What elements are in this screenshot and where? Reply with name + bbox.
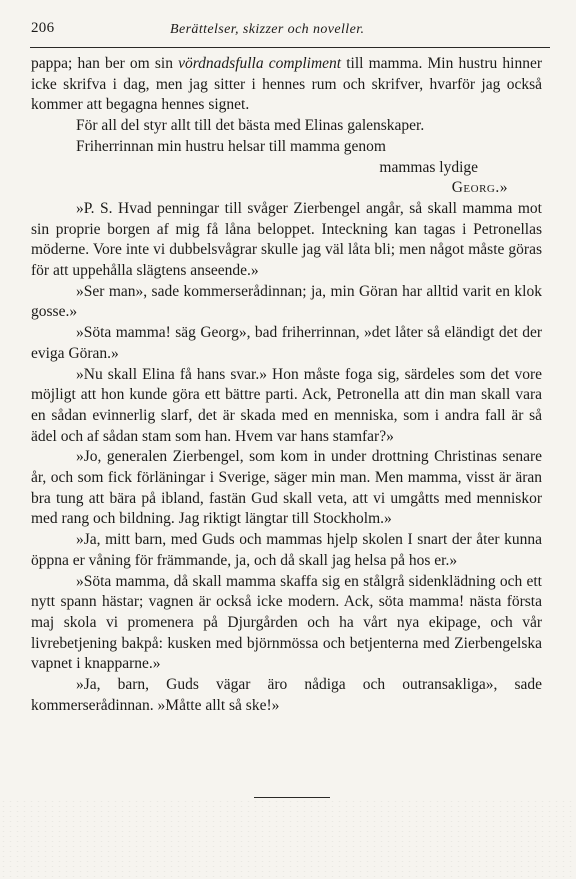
paragraph: »P. S. Hvad penningar till svåger Zierbengel angår, så skall mamma mot sin proprie borgen af mig få låna beloppet. Inteckning kan tagas i Petronellas möderne. Vore inte vi dubbelsvågrar skulle jag väl låta bli; men något måste göras för att uppehålla slägtens anseende.» xyxy=(31,199,542,280)
page-number: 206 xyxy=(31,20,55,36)
paper-texture xyxy=(0,799,576,879)
letter-text: pappa; han ber om sin xyxy=(31,55,179,72)
letter-emphasis: vördnadsfulla compliment xyxy=(178,55,342,72)
paragraph: »Söta mamma, då skall mamma skaffa sig en stålgrå sidenklädning och ett nytt spann hästar; vagnen är också icke modern. Ack, söta mamma! nästa första maj skola vi promenera på Djurgården och ha vårt nya ekipage, och vår livrebetjening bakpå: kusken med björnmössa och betjenterna med Zierbengelska vapnet i knapparne.» xyxy=(31,572,542,673)
letter-text-continued: till mamma. Min hustru hinner icke skrifva i dag, men jag sitter i hennes rum och skrifver, hvarför jag också kommer att begagna hennes signet. xyxy=(31,55,542,114)
paragraph: »Nu skall Elina få hans svar.» Hon måste foga sig, särdeles som det vore möjligt att hon kunde göra ett bättre parti. Ack, Petronella att din man skall vara en sådan evinnerlig slarf, det är skada med en menniska, som i andra fall är så ädel och af sådan stam som han. Hvem var hans stamfar?» xyxy=(31,365,542,445)
letter-paragraph-3: Friherrinnan min hustru helsar till mamma genom xyxy=(76,137,386,155)
paragraph: »Ja, mitt barn, med Guds och mammas hjelp skolen I snart der åter kunna öppna er våning för främmande, ja, och då skall jag helsa på hos er.» xyxy=(31,531,542,569)
paragraph: »Jo, generalen Zierbengel, som kom in under drottning Christinas senare år, och som fick förläningar i Sverige, säger min man. Men mamma, visst är äran bra tung att bära på ibland, fastän Gud skall veta, att vi umgåtts med menniskor med rang och bildning. Jag riktigt längtar till Stockholm.» xyxy=(31,448,542,528)
letter-paragraph xyxy=(31,54,542,116)
header-rule xyxy=(30,47,550,48)
section-end-rule xyxy=(254,797,330,798)
paragraph: »Ja, barn, Guds vägar äro nådiga och outransakliga», sade kommerserådinnan. »Måtte allt så ske!» xyxy=(31,676,542,714)
letter-signature: Georg.» xyxy=(451,179,508,197)
letter-closing: mammas lydige xyxy=(379,158,478,176)
body-text xyxy=(31,54,542,717)
paragraph: »Ser man», sade kommerserådinnan; ja, min Göran har alltid varit en klok gosse.» xyxy=(31,282,542,321)
running-title: Berättelser, skizzer och noveller. xyxy=(170,22,365,37)
paragraph: »Söta mamma! säg Georg», bad friherrinnan, »det låter så eländigt det der eviga Göran.» xyxy=(31,324,542,362)
letter-paragraph-2: För all del styr allt till det bästa med Elinas galenskaper. xyxy=(76,117,425,135)
